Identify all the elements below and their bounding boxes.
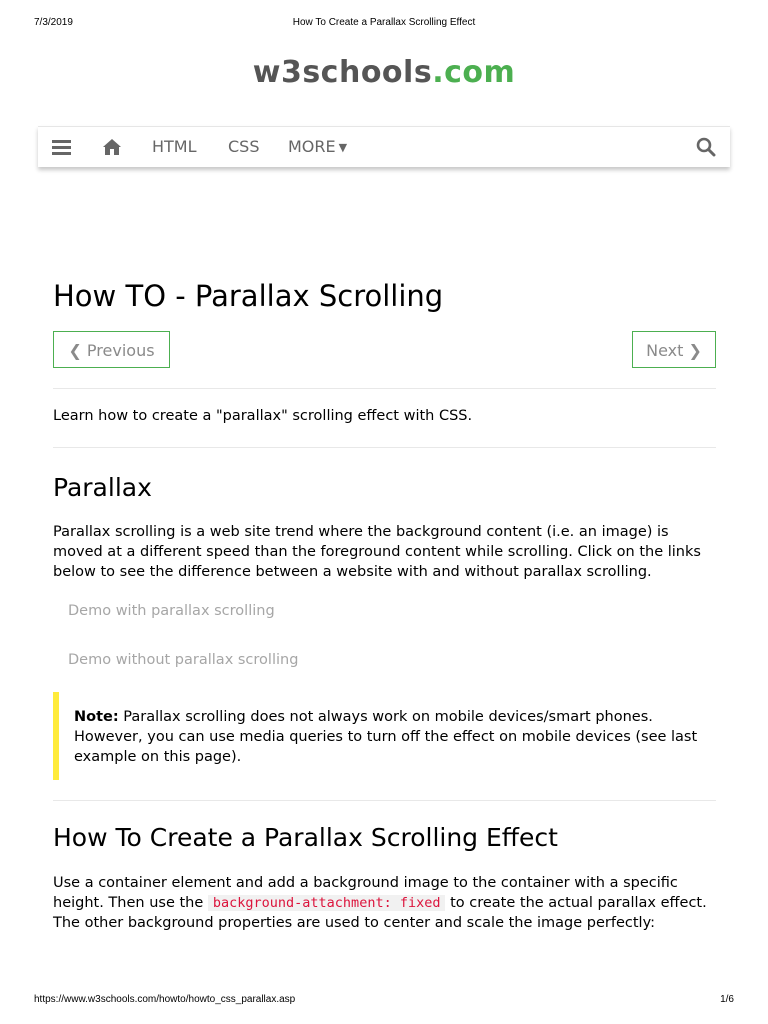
logo-main-text: w3schools <box>252 55 433 90</box>
how-to-text-part2: to create the actual parallax effect. The other background properties are used to center and scale the image perfectly: <box>53 895 707 931</box>
demo-with-parallax-link[interactable]: Demo with parallax scrolling <box>68 603 275 619</box>
search-icon[interactable] <box>696 127 718 167</box>
section-heading-how-to: How To Create a Parallax Scrolling Effect <box>53 823 558 852</box>
top-navbar <box>38 126 730 167</box>
how-to-text-part1: Use a container element and add a background image to the container with a specific height. Then use the <box>53 875 678 911</box>
inline-code: background-attachment: fixed <box>208 895 446 911</box>
print-footer <box>34 994 734 1008</box>
print-header <box>34 17 734 31</box>
note-box <box>53 692 716 780</box>
section-heading-parallax: Parallax <box>53 473 152 502</box>
previous-button[interactable]: ❮ Previous <box>53 331 170 368</box>
how-to-description <box>53 873 716 933</box>
print-date: 7/3/2019 <box>34 17 73 28</box>
nav-link-css[interactable]: CSS <box>228 137 260 156</box>
note-label: Note: <box>74 709 119 725</box>
nav-link-html[interactable]: HTML <box>152 137 197 156</box>
divider <box>53 800 716 801</box>
divider <box>53 388 716 389</box>
nav-more-dropdown[interactable] <box>288 127 347 167</box>
print-document-title: How To Create a Parallax Scrolling Effect <box>292 17 476 28</box>
w3schools-logo[interactable] <box>0 55 768 90</box>
nav-more-label: MORE <box>288 137 336 156</box>
home-icon[interactable] <box>102 127 124 167</box>
print-page-number: 1/6 <box>720 994 734 1005</box>
menu-icon[interactable] <box>52 127 72 167</box>
caret-down-icon: ▼ <box>338 141 348 154</box>
page-title: How TO - Parallax Scrolling <box>53 279 444 313</box>
print-url: https://www.w3schools.com/howto/howto_css_parallax.asp <box>34 994 296 1005</box>
demo-without-parallax-link[interactable]: Demo without parallax scrolling <box>68 652 299 668</box>
intro-text: Learn how to create a "parallax" scrolling effect with CSS. <box>53 408 473 424</box>
note-text: Parallax scrolling does not always work on mobile devices/smart phones. However, you can use media queries to turn off the effect on mobile devices (see last example on this page). <box>74 709 698 765</box>
parallax-description: Parallax scrolling is a web site trend where the background content (i.e. an image) is moved at a different speed than the foreground content while scrolling. Click on the links below to see the difference between a website with and without parallax scrolling. <box>53 524 701 580</box>
divider <box>53 447 716 448</box>
next-button[interactable]: Next ❯ <box>632 331 716 368</box>
logo-suffix-text: .com <box>432 55 516 90</box>
